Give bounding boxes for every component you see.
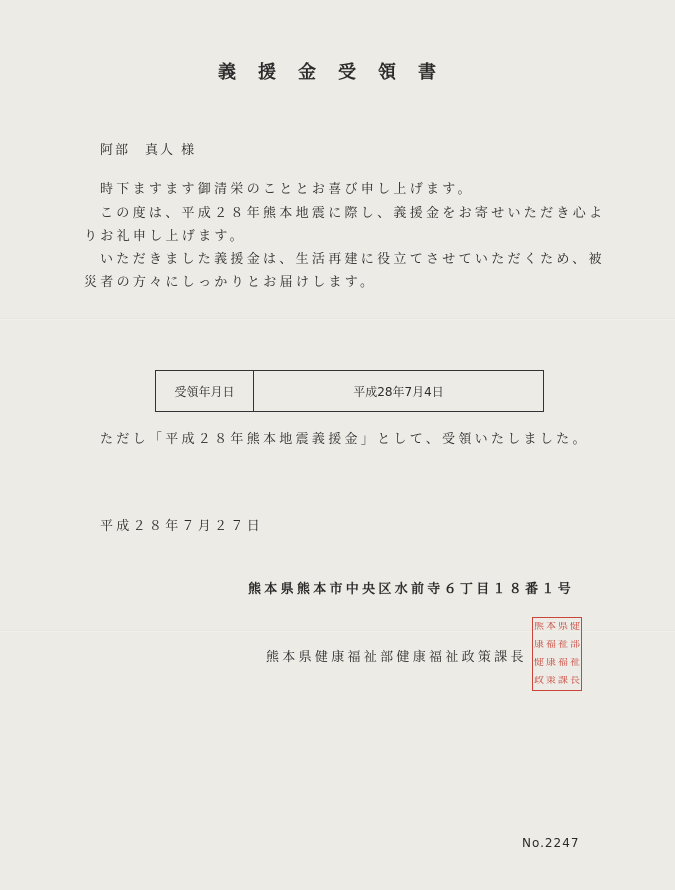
body-line: 時下ますます御清栄のこととお喜び申し上げます。	[100, 182, 474, 197]
seal-character: 福	[546, 640, 556, 650]
issuer-address: 熊本県熊本市中央区水前寺６丁目１８番１号	[248, 582, 575, 597]
body-line: 災者の方々にしっかりとお届けします。	[84, 275, 377, 290]
seal-character: 健	[534, 658, 544, 668]
receipt-date-label: 受領年月日	[156, 371, 254, 411]
official-seal	[532, 617, 582, 691]
seal-character: 本	[546, 622, 556, 632]
seal-character: 政	[534, 676, 544, 686]
receipt-note: ただし「平成２８年熊本地震義援金」として、受領いたしました。	[100, 432, 589, 447]
seal-character: 部	[570, 640, 580, 650]
seal-character: 熊	[534, 622, 544, 632]
document-number: No.2247	[522, 836, 580, 850]
seal-character: 長	[570, 676, 580, 686]
recipient-name: 阿部 真人 様	[100, 143, 197, 158]
body-line: いただきました義援金は、生活再建に役立てさせていただくため、被	[100, 252, 605, 267]
seal-character: 祉	[570, 658, 580, 668]
paper-fold	[0, 318, 675, 320]
receipt-date-value: 平成28年7月4日	[353, 384, 444, 399]
seal-character: 健	[570, 622, 580, 632]
seal-character: 祉	[558, 640, 568, 650]
body-line: りお礼申し上げます。	[84, 229, 246, 244]
seal-character: 課	[558, 676, 568, 686]
receipt-date-table	[155, 370, 544, 412]
seal-character: 康	[534, 640, 544, 650]
issue-date: 平成２８年７月２７日	[100, 519, 264, 534]
seal-character: 康	[546, 658, 556, 668]
seal-character: 福	[558, 658, 568, 668]
seal-character: 策	[546, 676, 556, 686]
seal-character: 県	[558, 622, 568, 632]
document-title: 義援金受領書	[218, 62, 458, 83]
issuer-title: 熊本県健康福祉部健康福祉政策課長	[266, 650, 527, 665]
body-line: この度は、平成２８年熊本地震に際し、義援金をお寄せいただき心よ	[100, 206, 606, 221]
